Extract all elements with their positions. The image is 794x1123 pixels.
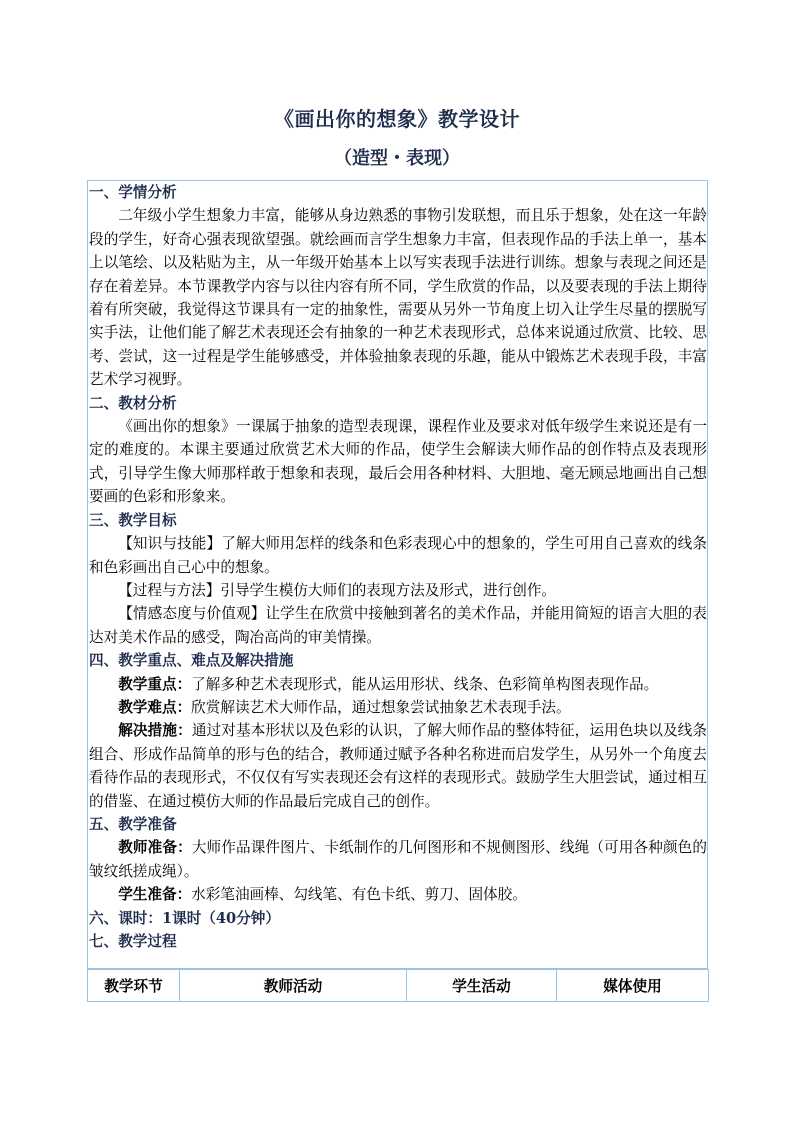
teacher-prep-paragraph <box>89 836 707 883</box>
teacher-prep-text: 大师作品课件图片、卡纸制作的几何图形和不规侧图形、线绳（可用各种颜色的皱纹纸搓成绳）。 <box>89 839 707 880</box>
material-analysis-text: 《画出你的想象》一课属于抽象的造型表现课，课程作业及要求对低年级学生来说还是有一定的难度的。本课主要通过欣赏艺术大师的作品，使学生会解读大师作品的创作特点及表现形式，引导学生像大师那样敢于想象和表现，最后会用各种材料、大胆地、毫无顾忌地画出自己想要画的色彩和形象来。 <box>89 418 707 506</box>
solution-label: 解决措施： <box>118 722 192 740</box>
section-heading-teaching-goals: 三、教学目标 <box>89 511 177 529</box>
goal-process-methods: 【过程与方法】引导学生模仿大师们的表现方法及形式，进行创作。 <box>118 581 557 599</box>
section-heading-material-analysis: 二、教材分析 <box>89 394 177 412</box>
student-prep-text: 水彩笔油画棒、勾线笔、有色卡纸、剪刀、固体胶。 <box>191 886 527 904</box>
teaching-process-table <box>87 969 709 1002</box>
student-prep-paragraph <box>89 883 707 906</box>
difficulty-label: 教学难点： <box>118 698 192 716</box>
section-heading-preparation: 五、教学准备 <box>89 815 177 833</box>
header-cell-teacher-activity: 教师活动 <box>180 970 407 1002</box>
section-heading-key-points: 四、教学重点、难点及解决措施 <box>89 652 294 670</box>
difficulty-text: 欣赏解读艺术大师作品，通过想象尝试抽象艺术表现手法。 <box>191 698 571 716</box>
key-point-text: 了解多种艺术表现形式，能从运用形状、线条、色彩简单构图表现作品。 <box>191 675 659 693</box>
page-title: 《画出你的想象》教学设计 <box>274 107 520 131</box>
difficulty-paragraph <box>89 696 707 719</box>
document-body <box>89 181 707 953</box>
goal-emotion-values: 【情感态度与价值观】让学生在欣赏中接触到著名的美术作品，并能用简短的语言大胆的表达对美术作品的感受，陶冶高尚的审美情操。 <box>89 605 707 646</box>
section-heading-learning-analysis: 一、学情分析 <box>89 184 177 201</box>
table-header-row <box>88 970 709 1002</box>
solution-paragraph <box>89 719 707 813</box>
header-cell-media-use: 媒体使用 <box>557 970 709 1002</box>
key-point-label: 教学重点： <box>118 675 192 693</box>
goal-knowledge-skills: 【知识与技能】了解大师用怎样的线条和色彩表现心中的想象的，学生可用自己喜欢的线条和色彩画出自己心中的想象。 <box>89 535 707 576</box>
page-subtitle: （造型・表现） <box>334 148 460 169</box>
teacher-prep-label: 教师准备： <box>118 839 192 857</box>
key-point-paragraph <box>89 673 707 696</box>
solution-text: 通过对基本形状以及色彩的认识，了解大师作品的整体特征，运用色块以及线条组合、形成作品简单的形与色的结合，教师通过赋予各种名称进而启发学生，从另外一个角度去看待作品的表现形式，不仅仅有写实表现还会有这样的表现形式。鼓励学生大胆尝试，通过相互的借鉴、在通过模仿大师的作品最后完成自己的创作。 <box>89 722 707 810</box>
header-cell-stage: 教学环节 <box>88 970 180 1002</box>
learning-analysis-text: 二年级小学生想象力丰富，能够从身边熟悉的事物引发联想，而且乐于想象，处在这一年龄段的学生，好奇心强表现欲望强。就绘画而言学生想象力丰富，但表现作品的手法上单一，基本上以笔绘、以及粘贴为主，从一年级开始基本上以写实表现手法进行训练。想象与表现之间还是存在着差异。本节课教学内容与以往内容有所不同，学生欣赏的作品，以及要表现的手法上期待着有所突破，我觉得这节课具有一定的抽象性，需要从另外一节角度上切入让学生尽量的摆脱写实手法，让他们能了解艺术表现还会有抽象的一种艺术表现形式，总体来说通过欣赏、比较、思考、尝试，这一过程是学生能够感受，并体验抽象表现的乐趣，能从中锻炼艺术表现手段，丰富艺术学习视野。 <box>89 207 707 389</box>
section-heading-teaching-process: 七、教学过程 <box>89 933 177 950</box>
student-prep-label: 学生准备： <box>118 886 192 904</box>
section-heading-class-hours: 六、课时：1课时（40分钟） <box>89 909 280 927</box>
header-cell-student-activity: 学生活动 <box>407 970 557 1002</box>
